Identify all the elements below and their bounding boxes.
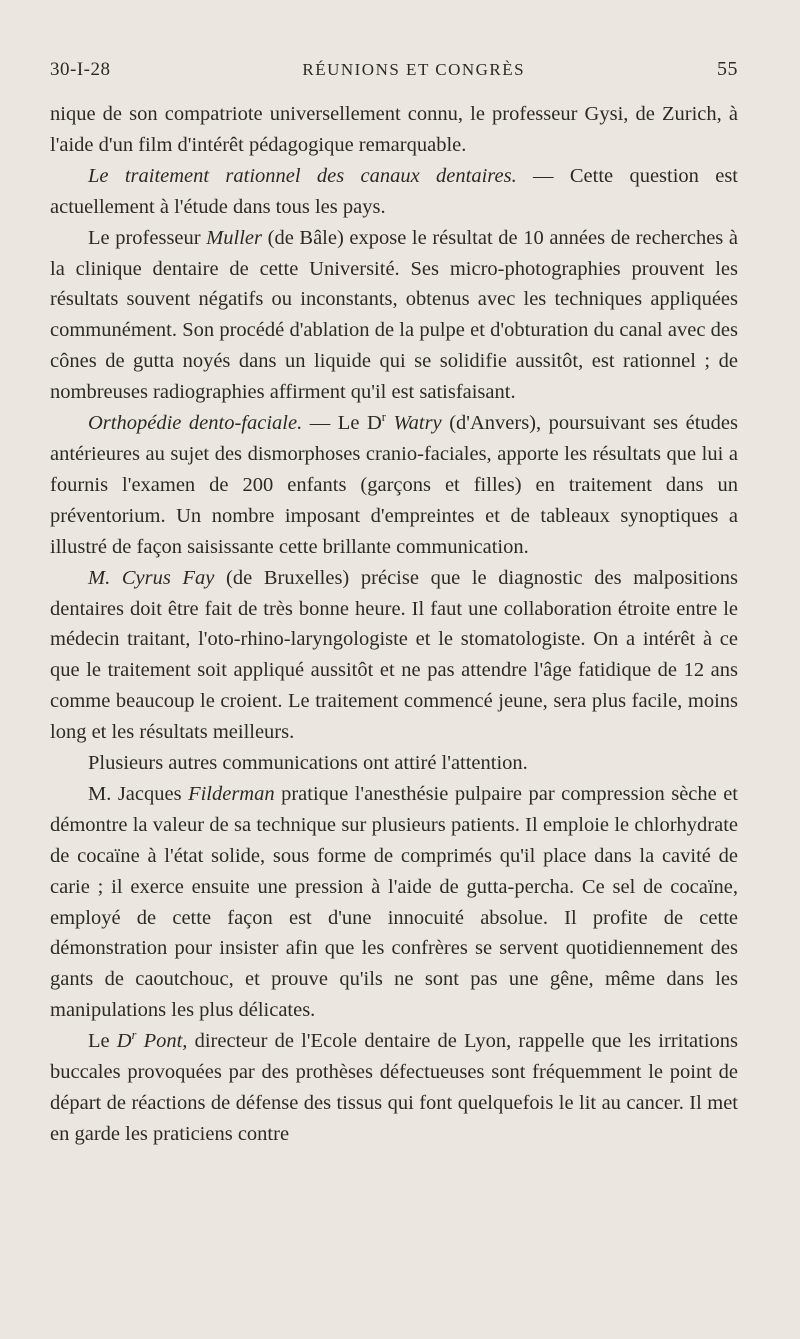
- paragraph-text: nique de son compatriote universellement connu, le professeur Gysi, de Zurich, à l'aide d'un film d'intérêt pédagogique remarquable.: [50, 103, 738, 156]
- paragraph-root-canals: [50, 161, 738, 223]
- paragraph-text: (d'Anvers), poursuivant ses études antérieures au sujet des dismorphoses cranio-faciales, apporte les résultats que lui a fournis l'examen de 200 enfants (garçons et filles) en traitement dans un préventorium. Un nombre imposant d'empreintes et de tableaux synoptiques a illustré de façon saisissante cette brillante communication.: [50, 412, 738, 558]
- superscript: r: [131, 1028, 137, 1043]
- author-name: Pont,: [136, 1030, 188, 1053]
- section-title-orthopedics: Orthopédie dento-faciale.: [88, 412, 303, 435]
- paragraph-text: — Cette question est actuellement à l'étude dans tous les pays.: [50, 164, 738, 218]
- paragraph-text: Plusieurs autres communications ont attiré l'attention.: [88, 752, 528, 775]
- header-date: 30-I-28: [50, 59, 111, 80]
- paragraph-text: (de Bruxelles) précise que le diagnostic des malpositions dentaires doit être fait de très bonne heure. Il faut une collaboration étroite entre le médecin traitant, l'oto-rhino-laryngologiste et le stomatologiste. On a intérêt à ce que le traitement soit appliqué aussitôt et ne pas attendre l'âge fatidique de 12 ans comme beaucoup le croient. Le traitement commencé jeune, sera plus facile, moins long et les résultats meilleurs.: [50, 566, 738, 744]
- author-name: Watry: [393, 412, 442, 435]
- author-name: Muller: [206, 226, 263, 249]
- paragraph-text: Le professeur: [88, 226, 207, 249]
- paragraph-filderman: [50, 779, 738, 1026]
- paragraph-text: Le: [88, 1030, 117, 1053]
- paragraph-pont: [50, 1026, 738, 1150]
- author-name: Filderman: [188, 782, 275, 805]
- section-title-root-canals: Le traitement rationnel des canaux dentaires.: [88, 164, 517, 187]
- paragraph-orthopedics: [50, 408, 738, 563]
- paragraph-muller: [50, 223, 738, 408]
- author-name: M. Cyrus Fay: [88, 566, 215, 589]
- paragraph-text: pratique l'anesthésie pulpaire par compression sèche et démontre la valeur de sa technique sur plusieurs patients. Il emploie le chlorhydrate de cocaïne à l'état solide, sous forme de comprimés qu'il place dans la cavité de carie ; il exerce ensuite une pression à l'aide de gutta-percha. Ce sel de cocaïne, employé de cette façon est d'une innocuité absolue. Il profite de cette démonstration pour insister afin que les confrères se servent quotidiennement des gants de caoutchouc, et prouve qu'ils ne sont pas une gêne, même dans les manipulations les plus délicates.: [50, 782, 739, 1022]
- body-text: [50, 99, 738, 1150]
- paragraph-text: M. Jacques: [88, 782, 189, 805]
- paragraph-text: directeur de l'Ecole dentaire de Lyon, rappelle que les irritations buccales provoquées par des prothèses défectueuses sont fréquemment le point de départ de réactions de défense des tissus qui font quelquefois le lit au cancer. Il met en garde les praticiens contre: [50, 1030, 739, 1145]
- paragraph-continuation: [50, 99, 738, 161]
- paragraph-text: (de Bâle) expose le résultat de 10 années de recherches à la clinique dentaire de cette Université. Ses micro-photographies prouvent les résultats souvent négatifs ou inconstants, obtenus avec les techniques appliquées communément. Son procédé d'ablation de la pulpe et d'obturation du canal avec des cônes de gutta noyés dans un liquide qui se solidifie aussitôt, est rationnel ; de nombreuses radiographies affirment qu'il est satisfaisant.: [50, 226, 738, 404]
- paragraph-other-communications: [50, 748, 738, 779]
- header-section-title: RÉUNIONS ET CONGRÈS: [302, 60, 526, 79]
- superscript: r: [381, 410, 386, 425]
- running-header: [50, 58, 738, 81]
- paragraph-text: — Le D: [302, 412, 382, 435]
- page-number: 55: [717, 58, 738, 80]
- title-abbrev: D: [116, 1030, 132, 1053]
- paragraph-fay: [50, 563, 738, 748]
